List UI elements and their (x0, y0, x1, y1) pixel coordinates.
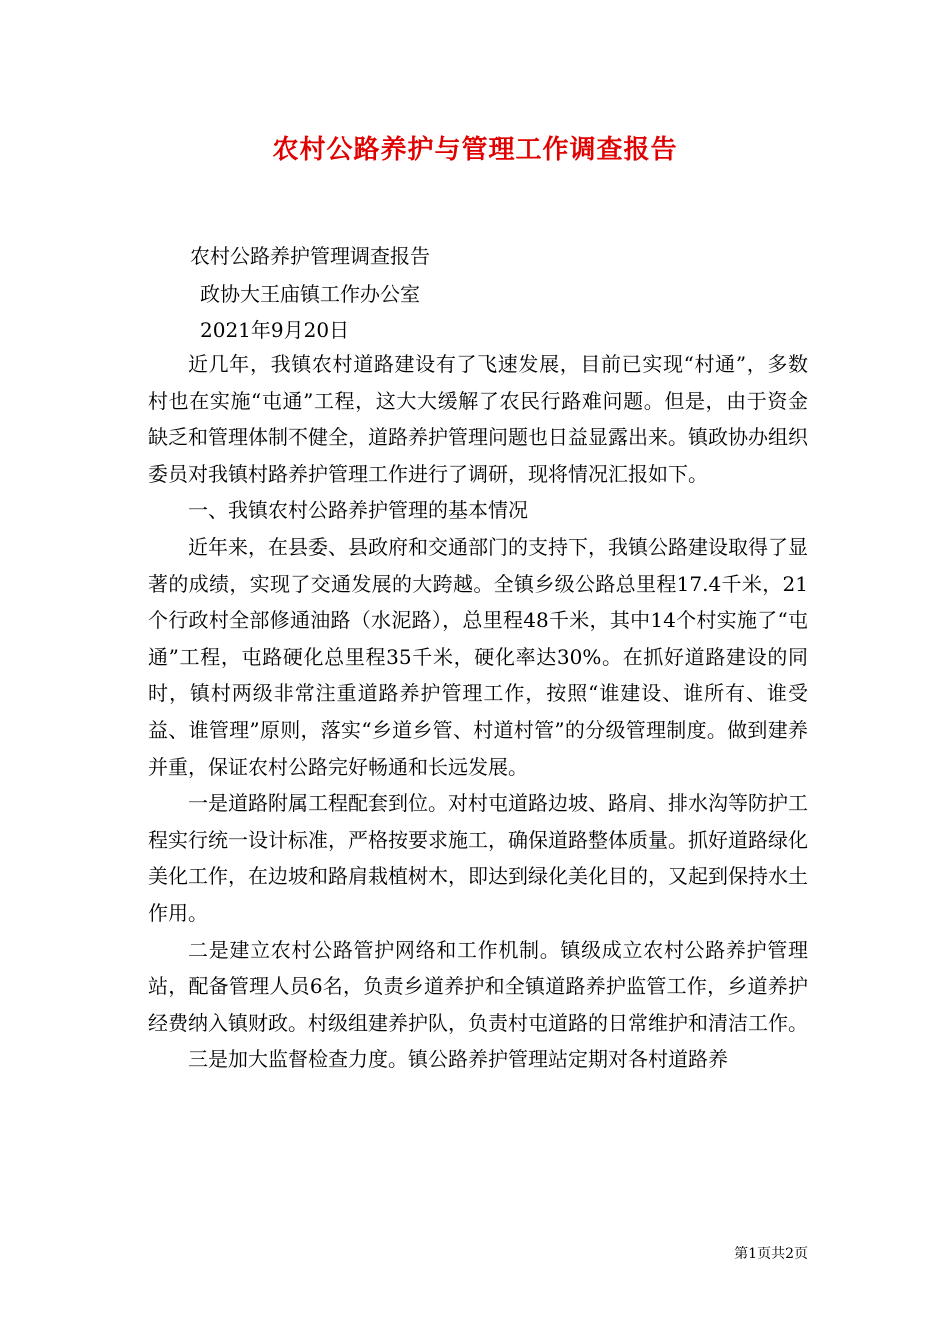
document-author: 政协大王庙镇工作办公室 (200, 282, 420, 306)
paragraph-basic-situation: 近年来，在县委、县政府和交通部门的支持下，我镇公路建设取得了显著的成绩，实现了交通发展的大跨越。全镇乡级公路总里程17.4千米，21个行政村全部修通油路（水泥路），总里程48千米，其中14个村实施了“屯通”工程，屯路硬化总里程35千米，硬化率达30%。在抓好道路建设的同时，镇村两级非常注重道路养护管理工作，按照“谁建设、谁所有、谁受益、谁管理”原则，落实“乡道乡管、村道村管”的分级管理制度。做到建养并重，保证农村公路完好畅通和长远发展。 (148, 534, 808, 779)
document-date: 2021年9月20日 (200, 318, 350, 342)
document-subtitle: 农村公路养护管理调查报告 (190, 244, 430, 268)
document-title: 农村公路养护与管理工作调查报告 (272, 135, 678, 165)
paragraph-intro: 近几年，我镇农村道路建设有了飞速发展，目前已实现“村通”，多数村也在实施“屯通”工程，这大大缓解了农民行路难问题。但是，由于资金缺乏和管理体制不健全，道路养护管理问题也日益显露出来。镇政协办组织委员对我镇村路养护管理工作进行了调研，现将情况汇报如下。 (148, 352, 808, 486)
document-body (148, 346, 808, 1078)
page-number-footer: 第1页共2页 (734, 1246, 808, 1262)
paragraph-point-1: 一是道路附属工程配套到位。对村屯道路边坡、路肩、排水沟等防护工程实行统一设计标准，严格按要求施工，确保道路整体质量。抓好道路绿化美化工作，在边坡和路肩栽植树木，即达到绿化美化目的，又起到保持水土作用。 (148, 791, 808, 925)
paragraph-point-2: 二是建立农村公路管护网络和工作机制。镇级成立农村公路养护管理站，配备管理人员6名，负责乡道养护和全镇道路养护监管工作，乡道养护经费纳入镇财政。村级组建养护队，负责村屯道路的日常维护和清洁工作。 (148, 937, 808, 1035)
section-heading-1: 一、我镇农村公路养护管理的基本情况 (188, 498, 528, 523)
paragraph-point-3: 三是加大监督检查力度。镇公路养护管理站定期对各村道路养 (188, 1047, 728, 1072)
